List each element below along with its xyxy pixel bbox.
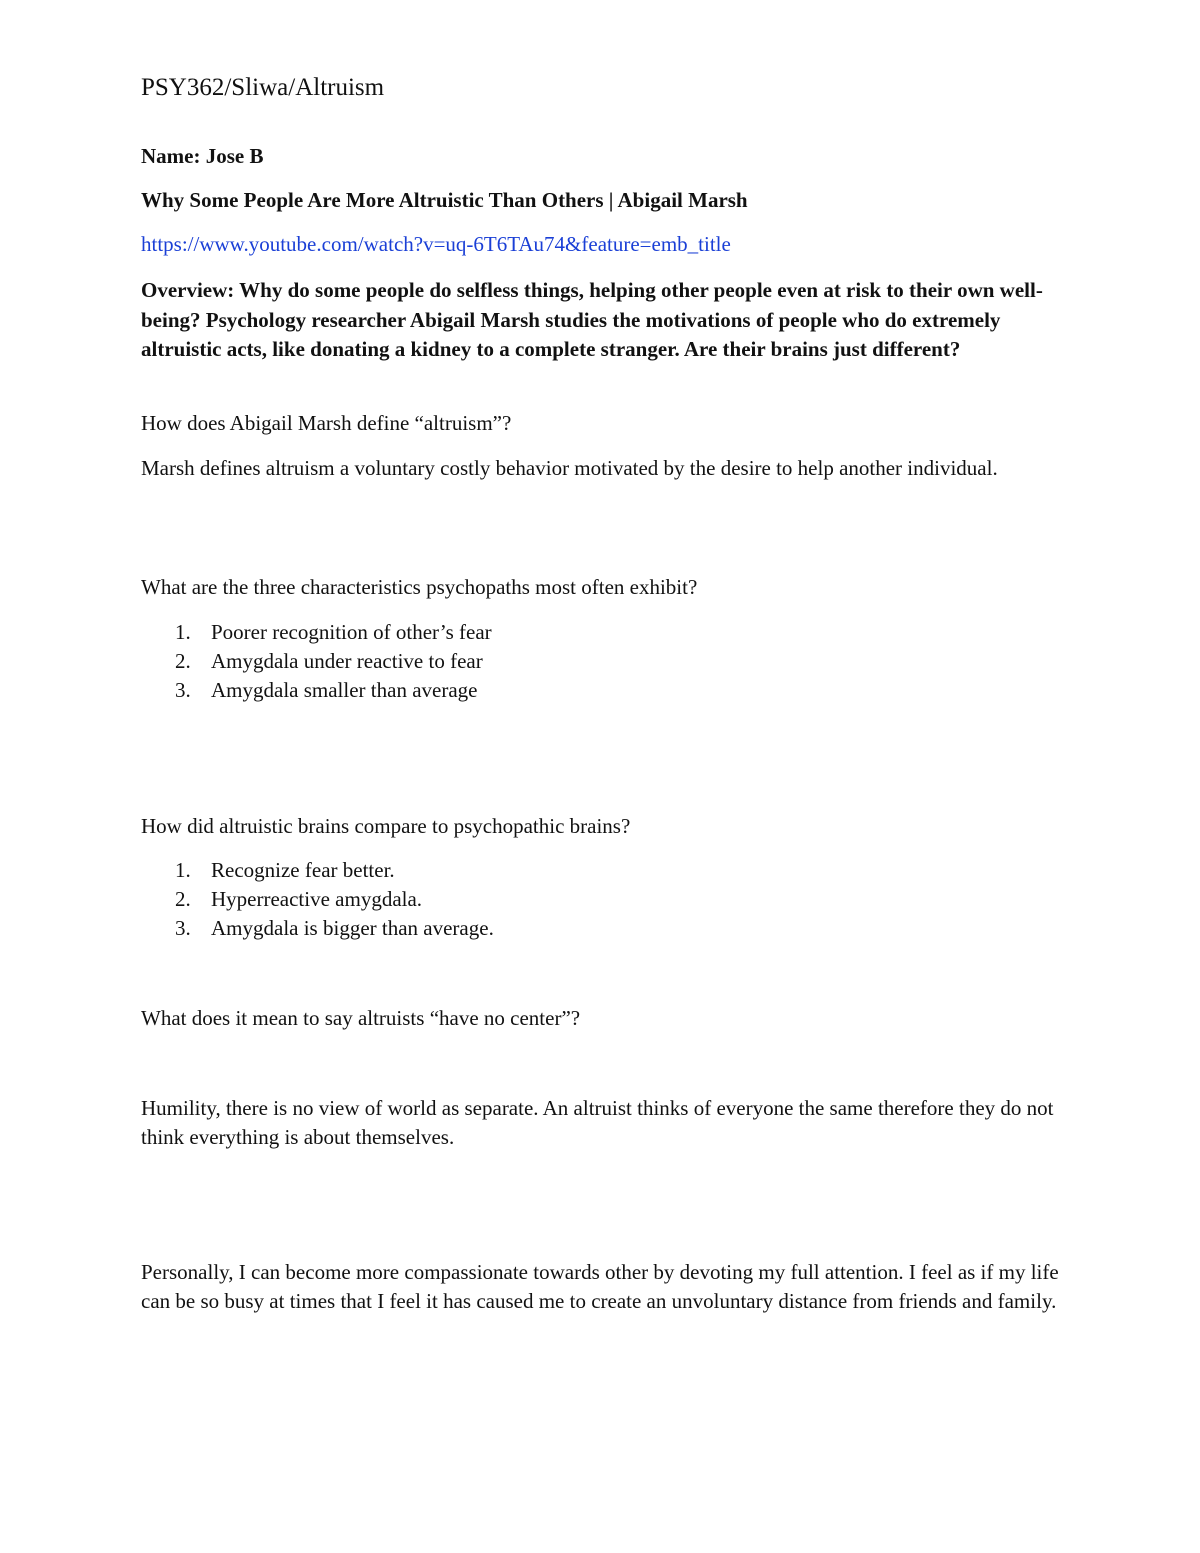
document-header: PSY362/Sliwa/Altruism xyxy=(141,74,385,101)
video-title: Why Some People Are More Altruistic Than Others | Abigail Marsh xyxy=(141,188,748,212)
list-item-number: 3. xyxy=(175,916,191,940)
list-item xyxy=(141,618,492,647)
question-no-center: What does it mean to say altruists “have no center”? xyxy=(141,1006,581,1030)
question-psychopath-traits: What are the three characteristics psychopaths most often exhibit? xyxy=(141,575,698,599)
list-item-number: 1. xyxy=(175,858,191,882)
list-item xyxy=(141,676,492,705)
list-item-text: Poorer recognition of other’s fear xyxy=(211,620,492,644)
list-item-number: 2. xyxy=(175,887,191,911)
list-item-text: Amygdala under reactive to fear xyxy=(211,649,483,673)
list-item-text: Amygdala is bigger than average. xyxy=(211,916,494,940)
list-item xyxy=(141,856,494,885)
video-link[interactable]: https://www.youtube.com/watch?v=uq-6T6TAu74&feature=emb_title xyxy=(141,232,731,256)
list-item xyxy=(141,647,492,676)
answer-define-altruism: Marsh defines altruism a voluntary costly behavior motivated by the desire to help another individual. xyxy=(141,456,998,480)
overview-paragraph: Overview: Why do some people do selfless things, helping other people even at risk to their own well-being? Psychology researcher Abigail Marsh studies the motivations of people who do extremely altruistic acts, like donating a kidney to a complete stranger. Are their brains just different? xyxy=(141,278,1043,361)
list-item xyxy=(141,885,494,914)
answer-no-center: Humility, there is no view of world as separate. An altruist thinks of everyone the same therefore they do not think everything is about themselves. xyxy=(141,1096,1054,1149)
list-item-text: Recognize fear better. xyxy=(211,858,395,882)
list-brain-comparison xyxy=(141,856,494,943)
list-psychopath-traits xyxy=(141,618,492,705)
list-item-number: 1. xyxy=(175,620,191,644)
list-item-number: 3. xyxy=(175,678,191,702)
list-item xyxy=(141,914,494,943)
reflection-paragraph: Personally, I can become more compassionate towards other by devoting my full attention. I feel as if my life can be so busy at times that I feel it has caused me to create an unvoluntary distance from friends and family. xyxy=(141,1260,1059,1313)
student-name: Name: Jose B xyxy=(141,144,264,168)
list-item-text: Amygdala smaller than average xyxy=(211,678,478,702)
question-brain-comparison: How did altruistic brains compare to psychopathic brains? xyxy=(141,814,631,838)
list-item-text: Hyperreactive amygdala. xyxy=(211,887,423,911)
list-item-number: 2. xyxy=(175,649,191,673)
question-define-altruism: How does Abigail Marsh define “altruism”? xyxy=(141,411,512,435)
